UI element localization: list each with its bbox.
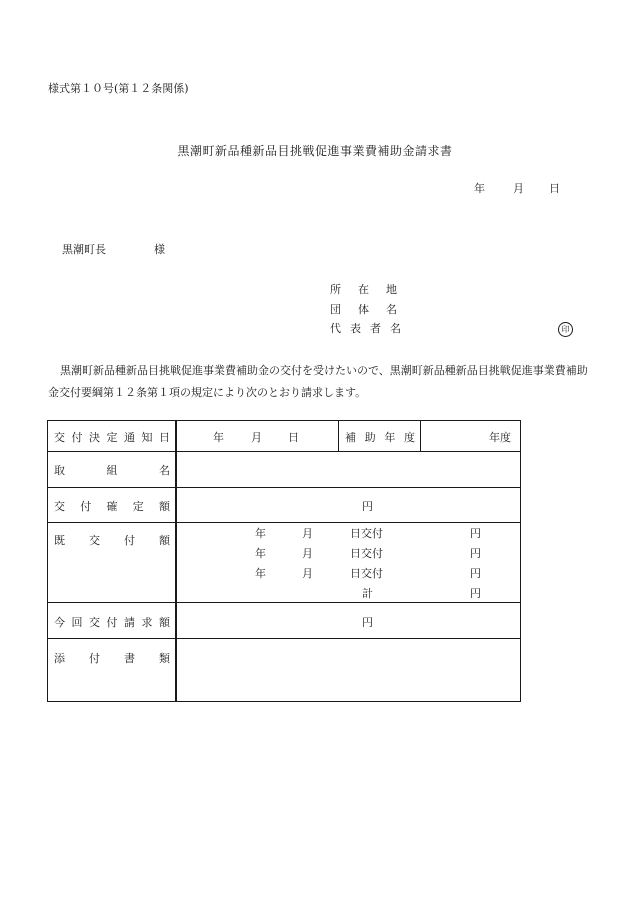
- char: 交: [54, 431, 65, 444]
- char: 度: [403, 431, 415, 444]
- label-subsidy-year: [345, 429, 415, 445]
- char: 名: [386, 303, 397, 316]
- char: 年: [384, 431, 396, 444]
- char: 交: [54, 500, 65, 513]
- char: 体: [358, 303, 369, 316]
- char: 添: [54, 652, 65, 665]
- char: 助: [364, 431, 376, 444]
- applicant-representative-label: [330, 322, 401, 336]
- document-title: 黒潮町新品種新品目挑戦促進事業費補助金請求書: [177, 144, 453, 158]
- char: 付: [71, 431, 83, 444]
- char: 知: [141, 431, 153, 444]
- paid-1-day: 日交付: [350, 527, 383, 540]
- row-divider: [48, 451, 520, 452]
- char: 請: [124, 616, 135, 629]
- row-divider: [48, 602, 520, 603]
- subsidy-year-value: 年度: [489, 431, 511, 444]
- char: 額: [159, 534, 170, 547]
- row-divider: [48, 487, 520, 488]
- paid-2-year: 年: [255, 547, 266, 560]
- char: 通: [124, 431, 135, 444]
- current-request-yen-unit: 円: [362, 616, 373, 629]
- form-number-label: 様式第１０号(第１２条関係): [48, 82, 189, 95]
- confirmed-amount-yen-unit: 円: [362, 500, 373, 513]
- paid-total-label: 計: [362, 587, 373, 600]
- paid-2-month: 月: [302, 547, 313, 560]
- label-confirmed-amount: [54, 498, 170, 514]
- char: 地: [386, 283, 397, 296]
- paid-3-yen: 円: [470, 567, 481, 580]
- request-statement: 黒潮町新品種新品目挑戦促進事業費補助金の交付を受けたいので、黒潮町新品種新品目挑戦促進事業費補助金交付要綱第１２条第１項の規定により次のとおり請求します。: [48, 364, 588, 399]
- seal-mark-icon: 印: [558, 322, 573, 337]
- row-divider: [48, 638, 520, 639]
- notice-date-year: 年: [213, 431, 224, 444]
- char: 今: [54, 616, 65, 629]
- char: 所: [330, 283, 341, 296]
- row-divider: [48, 522, 520, 523]
- label-decision-notice-date: [54, 429, 170, 445]
- char: 確: [106, 500, 118, 513]
- paid-3-year: 年: [255, 567, 266, 580]
- char: 決: [89, 431, 100, 444]
- label-attachments: [54, 650, 170, 666]
- notice-date-day: 日: [288, 431, 299, 444]
- char: 日: [159, 431, 170, 444]
- char: 回: [71, 616, 83, 629]
- char: 既: [54, 534, 65, 547]
- paid-3-day: 日交付: [350, 567, 383, 580]
- column-divider: [420, 421, 421, 451]
- char: 額: [159, 500, 170, 513]
- paid-3-month: 月: [302, 567, 313, 580]
- char: 類: [159, 652, 170, 665]
- char: 額: [159, 616, 170, 629]
- char: 求: [141, 616, 153, 629]
- char: 組: [106, 464, 118, 477]
- date-year-label: 年: [474, 182, 485, 195]
- char: 付: [89, 652, 100, 665]
- paid-1-year: 年: [255, 527, 266, 540]
- char: 付: [106, 616, 118, 629]
- char: 交: [89, 616, 100, 629]
- label-initiative-name: [54, 462, 170, 478]
- applicant-group-name-label: [330, 303, 397, 317]
- char: 代: [330, 322, 341, 335]
- date-day-label: 日: [549, 182, 560, 195]
- paid-2-yen: 円: [470, 547, 481, 560]
- date-month-label: 月: [513, 182, 524, 195]
- char: 在: [358, 283, 369, 296]
- char: 団: [330, 303, 341, 316]
- label-already-paid: [54, 532, 170, 548]
- paid-1-month: 月: [302, 527, 313, 540]
- char: 表: [350, 322, 361, 335]
- char: 定: [106, 431, 118, 444]
- char: 定: [132, 500, 144, 513]
- char: 書: [124, 652, 135, 665]
- paid-total-yen: 円: [470, 587, 481, 600]
- label-current-request: [54, 614, 170, 630]
- paid-2-day: 日交付: [350, 547, 383, 560]
- char: 名: [390, 322, 401, 335]
- notice-date-month: 月: [251, 431, 262, 444]
- char: 交: [89, 534, 100, 547]
- column-divider: [175, 421, 177, 701]
- addressee-name: 黒潮町長: [62, 243, 106, 256]
- paid-1-yen: 円: [470, 527, 481, 540]
- char: 付: [124, 534, 135, 547]
- applicant-address-label: [330, 283, 397, 297]
- addressee-honorific: 様: [154, 243, 165, 256]
- request-table: [47, 420, 521, 702]
- char: 取: [54, 464, 65, 477]
- char: 付: [80, 500, 92, 513]
- column-divider: [338, 421, 339, 451]
- char: 補: [345, 431, 356, 444]
- char: 名: [159, 464, 170, 477]
- char: 者: [370, 322, 381, 335]
